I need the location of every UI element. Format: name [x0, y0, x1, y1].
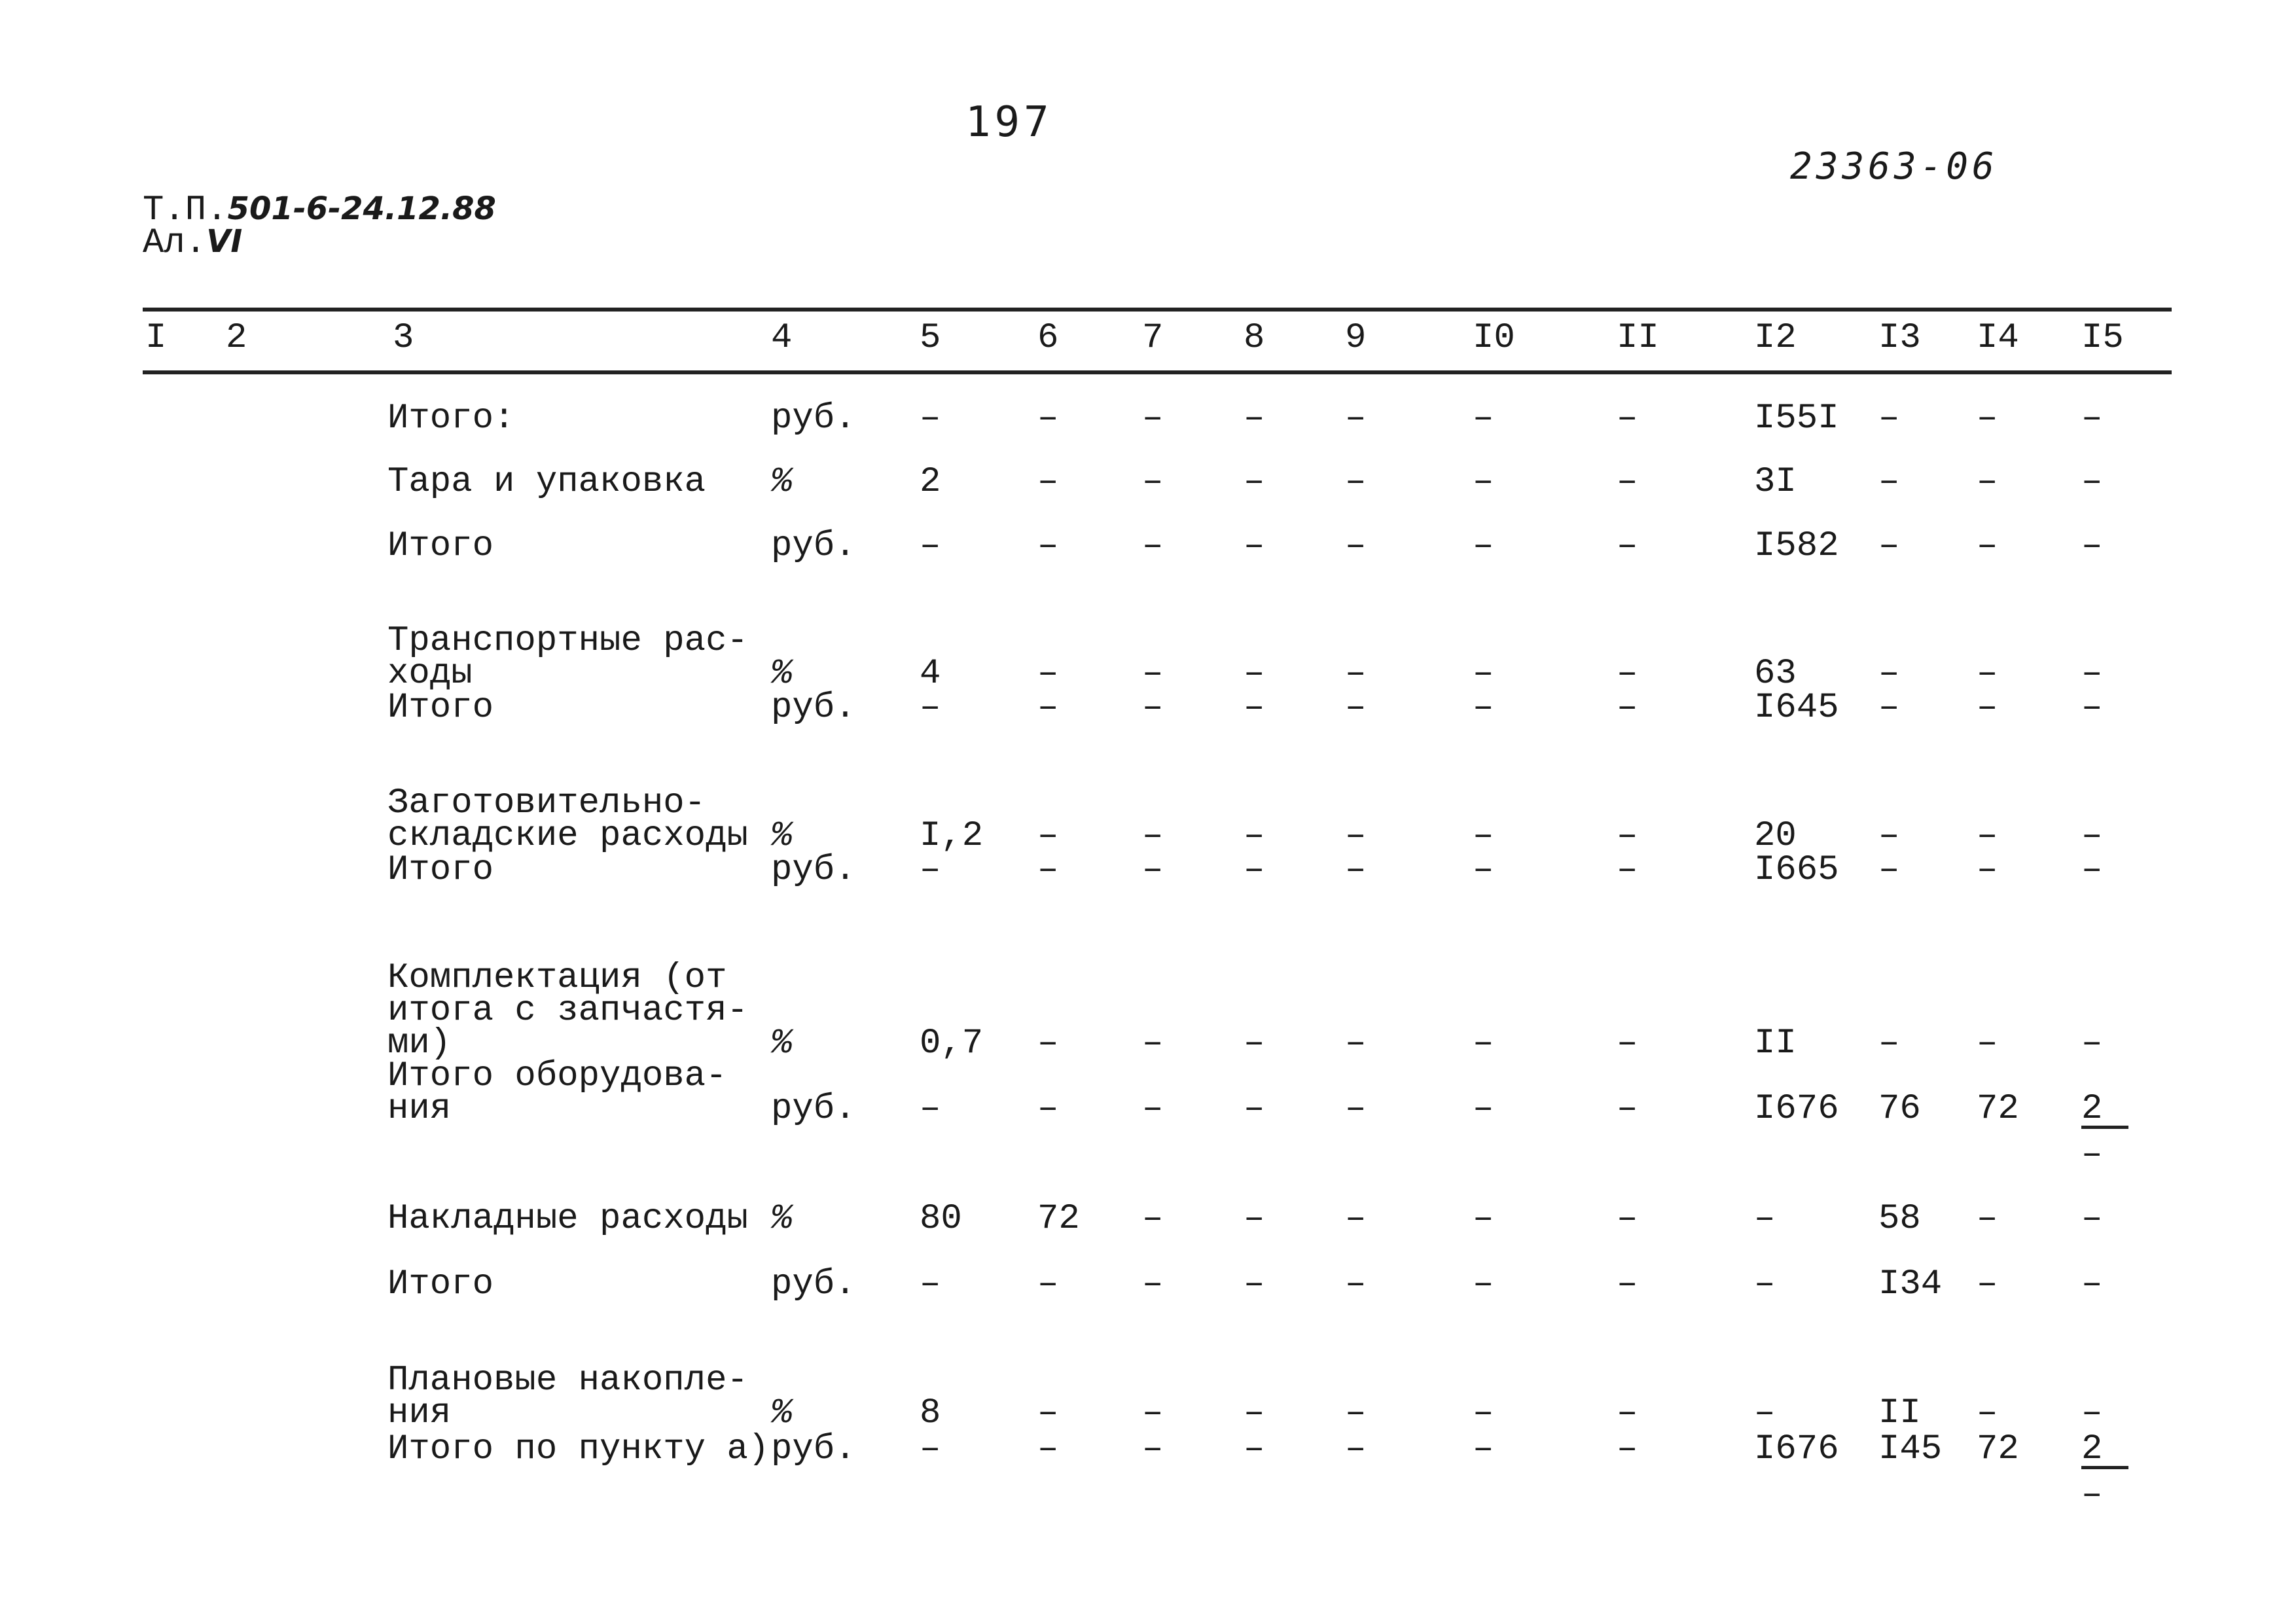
- document-code: 23363-06: [1790, 145, 1998, 188]
- row-label: Итого: [387, 526, 494, 566]
- column-header: 6: [1037, 318, 1059, 358]
- cell-col-7: –: [1142, 1199, 1164, 1239]
- cell-col-14: –: [1977, 1024, 1998, 1063]
- row-label: Итого:: [387, 399, 515, 438]
- cell-col-14: 72: [1977, 1429, 2019, 1469]
- row-unit: %: [771, 1024, 793, 1063]
- cell-col-15: 2: [2081, 1093, 2128, 1129]
- cell-col-7: –: [1142, 1024, 1164, 1063]
- cell-col-11: –: [1617, 1264, 1638, 1304]
- cell-col-10: –: [1473, 1024, 1494, 1063]
- cell-col-5: –: [920, 1264, 941, 1304]
- cell-col-9: –: [1345, 1429, 1367, 1469]
- cell-col-11: –: [1617, 1393, 1638, 1433]
- cell-col-5: 2: [920, 462, 941, 502]
- cell-col-11: –: [1617, 850, 1638, 890]
- project-reference-prefix: Т.П.: [143, 190, 228, 230]
- cell-col-14: –: [1977, 1264, 1998, 1304]
- cell-col-12: 20: [1754, 816, 1797, 856]
- cell-col-10: –: [1473, 462, 1494, 502]
- cell-col-9: –: [1345, 1199, 1367, 1239]
- column-header: I0: [1473, 318, 1515, 358]
- cell-col-15: –: [2081, 816, 2103, 856]
- cell-col-10: –: [1473, 399, 1494, 438]
- cell-col-15: –: [2081, 1393, 2103, 1433]
- cell-col-9: –: [1345, 399, 1367, 438]
- cell-col-15: 2: [2081, 1433, 2128, 1469]
- cell-col-11: –: [1617, 688, 1638, 728]
- table-top-rule: [143, 308, 2172, 312]
- cell-col-6: –: [1037, 654, 1059, 694]
- cell-col-8: –: [1244, 816, 1265, 856]
- cell-col-10: –: [1473, 1199, 1494, 1239]
- cell-col-5: 8: [920, 1393, 941, 1433]
- row-unit: руб.: [771, 1429, 856, 1469]
- cell-col-7: –: [1142, 1429, 1164, 1469]
- cell-col-5: 4: [920, 654, 941, 694]
- cell-col-8: –: [1244, 1024, 1265, 1063]
- page-number: 197: [965, 98, 1053, 147]
- row-label: Комплектация (от итога с запчастя- ми): [387, 958, 748, 1063]
- cell-col-5: –: [920, 688, 941, 728]
- cell-col-7: –: [1142, 399, 1164, 438]
- album-reference-prefix: Ал.: [143, 223, 207, 263]
- column-header: 7: [1142, 318, 1164, 358]
- cell-col-6: –: [1037, 1089, 1059, 1129]
- cell-col-6: –: [1037, 1264, 1059, 1304]
- cell-col-9: –: [1345, 462, 1367, 502]
- cell-col-15: –: [2081, 1264, 2103, 1304]
- cell-col-13: –: [1878, 1024, 1900, 1063]
- cell-col-10: –: [1473, 850, 1494, 890]
- row-label: Тара и упаковка: [387, 462, 706, 502]
- cell-col-11: –: [1617, 399, 1638, 438]
- column-header: I: [145, 318, 167, 358]
- cell-col-15: –: [2081, 1024, 2103, 1063]
- cell-col-12: –: [1754, 1264, 1776, 1304]
- cell-col-12: 63: [1754, 654, 1797, 694]
- row-unit: %: [771, 1199, 793, 1239]
- row-label: Итого по пункту а): [387, 1429, 770, 1469]
- cell-col-10: –: [1473, 1393, 1494, 1433]
- cell-col-9: –: [1345, 1089, 1367, 1129]
- cell-col-6: –: [1037, 1024, 1059, 1063]
- cell-col-10: –: [1473, 688, 1494, 728]
- cell-col-9: –: [1345, 816, 1367, 856]
- cell-col-8: –: [1244, 1393, 1265, 1433]
- cell-col-6: –: [1037, 462, 1059, 502]
- cell-col-15-below: –: [2081, 1475, 2103, 1515]
- row-unit: %: [771, 462, 793, 502]
- cell-col-14: –: [1977, 816, 1998, 856]
- cell-col-10: –: [1473, 1089, 1494, 1129]
- cell-col-11: –: [1617, 1429, 1638, 1469]
- cell-col-12: I55I: [1754, 399, 1839, 438]
- cell-col-14: –: [1977, 850, 1998, 890]
- row-unit: %: [771, 816, 793, 856]
- cell-col-11: –: [1617, 462, 1638, 502]
- cell-col-8: –: [1244, 1429, 1265, 1469]
- cell-col-15: –: [2081, 526, 2103, 566]
- cell-col-9: –: [1345, 1024, 1367, 1063]
- cell-col-11: –: [1617, 654, 1638, 694]
- cell-col-7: –: [1142, 654, 1164, 694]
- cell-col-8: –: [1244, 688, 1265, 728]
- cell-col-12: I676: [1754, 1429, 1839, 1469]
- cell-col-13: I34: [1878, 1264, 1943, 1304]
- cell-col-12: I582: [1754, 526, 1839, 566]
- cell-col-13: –: [1878, 526, 1900, 566]
- cell-col-10: –: [1473, 816, 1494, 856]
- cell-col-7: –: [1142, 1393, 1164, 1433]
- cell-col-5: –: [920, 850, 941, 890]
- column-header: 2: [226, 318, 247, 358]
- row-unit: руб.: [771, 399, 856, 438]
- row-unit: %: [771, 654, 793, 694]
- cell-col-9: –: [1345, 526, 1367, 566]
- row-unit: руб.: [771, 526, 856, 566]
- row-label: Итого: [387, 850, 494, 890]
- cell-col-8: –: [1244, 526, 1265, 566]
- cell-col-12: I665: [1754, 850, 1839, 890]
- cell-col-9: –: [1345, 1264, 1367, 1304]
- cell-col-5: –: [920, 399, 941, 438]
- cell-col-14: –: [1977, 462, 1998, 502]
- column-header: I3: [1878, 318, 1921, 358]
- cell-col-8: –: [1244, 1089, 1265, 1129]
- cell-col-8: –: [1244, 462, 1265, 502]
- cell-col-12: –: [1754, 1199, 1776, 1239]
- cell-col-10: –: [1473, 654, 1494, 694]
- row-label: Заготовительно- складские расходы: [387, 783, 748, 856]
- cell-col-9: –: [1345, 654, 1367, 694]
- cell-col-12: I676: [1754, 1089, 1839, 1129]
- cell-col-11: –: [1617, 1089, 1638, 1129]
- cell-col-15-below: –: [2081, 1135, 2103, 1175]
- cell-col-14: –: [1977, 1199, 1998, 1239]
- cell-col-8: –: [1244, 399, 1265, 438]
- row-label: Итого: [387, 688, 494, 728]
- cell-col-6: –: [1037, 1393, 1059, 1433]
- cell-col-6: –: [1037, 850, 1059, 890]
- column-header: 8: [1244, 318, 1265, 358]
- cell-col-9: –: [1345, 1393, 1367, 1433]
- cell-col-5: –: [920, 1429, 941, 1469]
- album-reference: [143, 224, 242, 261]
- cell-col-15: –: [2081, 399, 2103, 438]
- cell-col-12: I645: [1754, 688, 1839, 728]
- cell-col-12: II: [1754, 1024, 1797, 1063]
- column-header: 9: [1345, 318, 1367, 358]
- column-header: 3: [393, 318, 414, 358]
- cell-col-13: –: [1878, 462, 1900, 502]
- cell-col-14: –: [1977, 399, 1998, 438]
- cell-col-13: I45: [1878, 1429, 1943, 1469]
- cell-col-6: –: [1037, 1429, 1059, 1469]
- cell-col-8: –: [1244, 1199, 1265, 1239]
- cell-col-6: –: [1037, 816, 1059, 856]
- row-unit: руб.: [771, 1264, 856, 1304]
- row-unit: %: [771, 1393, 793, 1433]
- row-unit: руб.: [771, 688, 856, 728]
- cell-col-7: –: [1142, 462, 1164, 502]
- cell-col-6: –: [1037, 688, 1059, 728]
- cell-col-9: –: [1345, 688, 1367, 728]
- cell-col-15: –: [2081, 688, 2103, 728]
- cell-col-11: –: [1617, 1024, 1638, 1063]
- cell-col-7: –: [1142, 1089, 1164, 1129]
- row-label: Накладные расходы: [387, 1199, 748, 1239]
- cell-col-13: II: [1878, 1393, 1921, 1433]
- cell-col-15: –: [2081, 850, 2103, 890]
- cell-col-8: –: [1244, 850, 1265, 890]
- column-header: 5: [920, 318, 941, 358]
- row-label: Итого оборудова- ния: [387, 1056, 727, 1129]
- cell-col-9: –: [1345, 850, 1367, 890]
- cell-col-6: –: [1037, 526, 1059, 566]
- column-header: I4: [1977, 318, 2019, 358]
- cell-col-14: 72: [1977, 1089, 2019, 1129]
- cell-col-11: –: [1617, 526, 1638, 566]
- cell-col-7: –: [1142, 1264, 1164, 1304]
- column-header: I2: [1754, 318, 1797, 358]
- cell-col-13: –: [1878, 816, 1900, 856]
- cell-col-13: 58: [1878, 1199, 1921, 1239]
- row-label: Транспортные рас- ходы: [387, 621, 748, 694]
- cell-col-5: 0,7: [920, 1024, 984, 1063]
- row-unit: руб.: [771, 1089, 856, 1129]
- cell-col-6: –: [1037, 399, 1059, 438]
- project-reference-handwritten: 501-6-24.12.88: [227, 190, 496, 227]
- cell-col-7: –: [1142, 526, 1164, 566]
- album-reference-handwritten: VI: [206, 223, 243, 260]
- column-header: II: [1617, 318, 1659, 358]
- cell-col-15: –: [2081, 654, 2103, 694]
- cell-col-14: –: [1977, 1393, 1998, 1433]
- cell-col-13: –: [1878, 688, 1900, 728]
- cell-col-10: –: [1473, 526, 1494, 566]
- cell-col-14: –: [1977, 688, 1998, 728]
- cell-col-5: 80: [920, 1199, 962, 1239]
- cell-col-5: I,2: [920, 816, 984, 856]
- cell-col-11: –: [1617, 1199, 1638, 1239]
- cell-col-13: –: [1878, 399, 1900, 438]
- row-label: Итого: [387, 1264, 494, 1304]
- column-header: 4: [771, 318, 793, 358]
- cell-col-12: 3I: [1754, 462, 1797, 502]
- cell-col-10: –: [1473, 1429, 1494, 1469]
- cell-col-8: –: [1244, 1264, 1265, 1304]
- cell-col-14: –: [1977, 654, 1998, 694]
- cell-col-5: –: [920, 1089, 941, 1129]
- cell-col-5: –: [920, 526, 941, 566]
- cell-col-6: 72: [1037, 1199, 1080, 1239]
- cell-col-13: 76: [1878, 1089, 1921, 1129]
- cell-col-15: –: [2081, 462, 2103, 502]
- column-header: I5: [2081, 318, 2124, 358]
- cell-col-13: –: [1878, 654, 1900, 694]
- cell-col-8: –: [1244, 654, 1265, 694]
- cell-col-13: –: [1878, 850, 1900, 890]
- cell-col-11: –: [1617, 816, 1638, 856]
- row-unit: руб.: [771, 850, 856, 890]
- table-header-rule: [143, 370, 2172, 374]
- cell-col-12: –: [1754, 1393, 1776, 1433]
- cell-col-7: –: [1142, 816, 1164, 856]
- cell-col-15: –: [2081, 1199, 2103, 1239]
- cell-col-10: –: [1473, 1264, 1494, 1304]
- cell-col-14: –: [1977, 526, 1998, 566]
- cell-col-7: –: [1142, 688, 1164, 728]
- cell-col-7: –: [1142, 850, 1164, 890]
- row-label: Плановые накопле- ния: [387, 1361, 748, 1433]
